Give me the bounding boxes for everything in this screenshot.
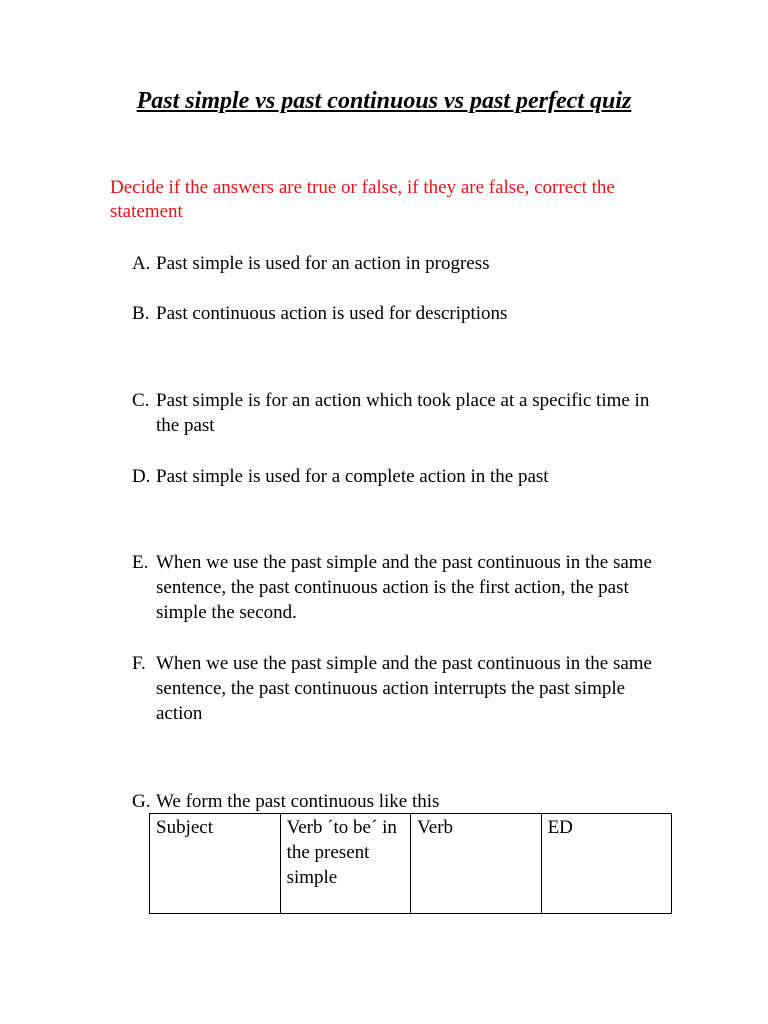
quiz-item-letter: D. <box>132 466 151 487</box>
instruction-text: Decide if the answers are true or false, if they are false, correct the statement <box>110 177 615 222</box>
quiz-item-b <box>132 301 662 326</box>
quiz-item-text: When we use the past simple and the past continuous in the same sentence, the past continuous action is the first action, the past simple the second. <box>156 552 652 623</box>
quiz-item-letter: E. <box>132 552 149 573</box>
table-cell-ed: ED <box>541 814 671 914</box>
quiz-item-e <box>132 550 662 625</box>
quiz-item-letter: B. <box>132 303 150 324</box>
table-cell-verb: Verb <box>411 814 541 914</box>
quiz-item-text: Past simple is used for an action in progress <box>156 253 490 274</box>
quiz-item-text: When we use the past simple and the past continuous in the same sentence, the past continuous action interrupts the past simple action <box>156 653 652 724</box>
quiz-item-g <box>132 789 662 814</box>
page-title: Past simple vs past continuous vs past perfect quiz <box>136 88 632 114</box>
quiz-item-text: Past simple is used for a complete action in the past <box>156 466 549 487</box>
table-cell-subject: Subject <box>150 814 281 914</box>
quiz-item-a <box>132 251 662 276</box>
quiz-item-text: Past simple is for an action which took place at a specific time in the past <box>156 390 650 436</box>
quiz-item-c <box>132 388 662 438</box>
quiz-item-letter: F. <box>132 653 146 674</box>
quiz-item-f <box>132 651 662 726</box>
quiz-item-letter: A. <box>132 253 151 274</box>
quiz-item-text: We form the past continuous like this <box>156 791 440 812</box>
past-continuous-form-table <box>149 813 672 914</box>
quiz-item-d <box>132 464 662 489</box>
quiz-item-letter: C. <box>132 390 150 411</box>
table-row <box>150 814 672 914</box>
table-cell-verb-to-be: Verb ´to be´ in the present simple <box>280 814 411 914</box>
quiz-item-text: Past continuous action is used for descriptions <box>156 303 508 324</box>
quiz-item-letter: G. <box>132 791 151 812</box>
